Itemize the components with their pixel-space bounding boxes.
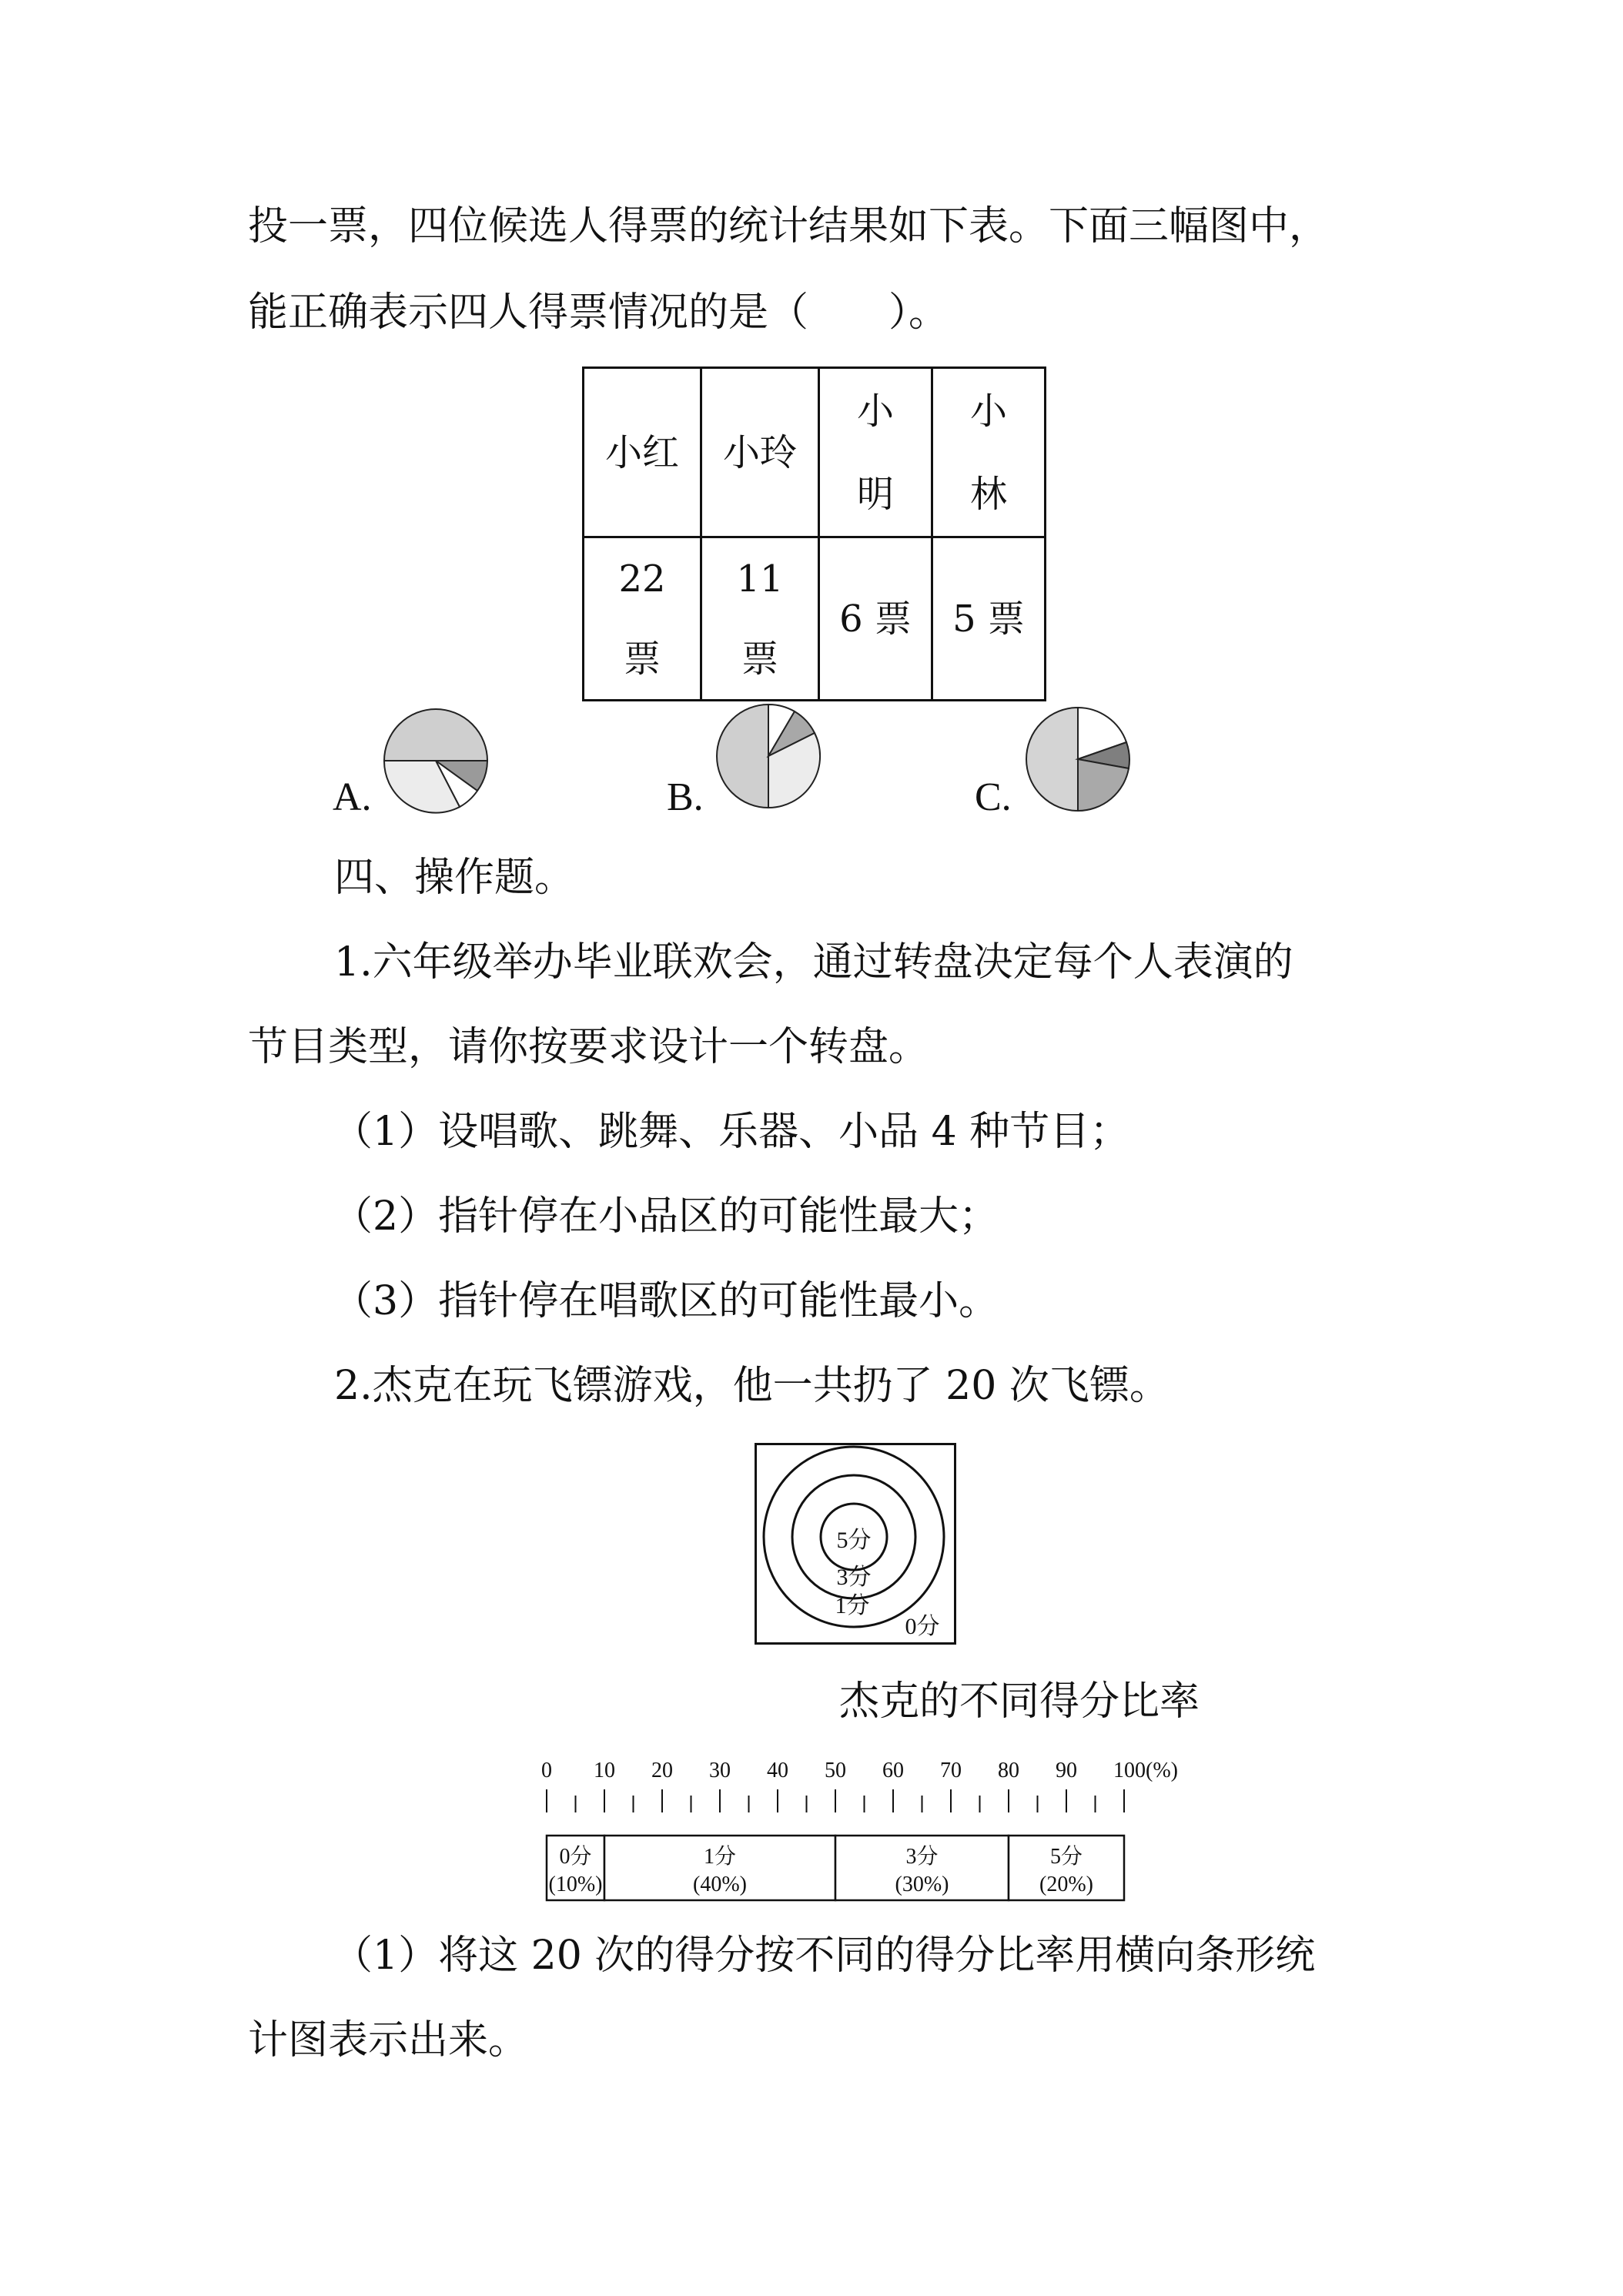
requirement-2: （2）指针停在小品区的可能性最大； xyxy=(333,1193,999,1240)
bar-value-label: (40%) xyxy=(693,1873,747,1896)
pie-c-slice-large xyxy=(1026,708,1078,811)
score-ratio-chart xyxy=(524,1749,1201,1903)
table-header-cell xyxy=(701,368,819,537)
chart-bar xyxy=(547,1836,1124,1900)
pie-chart-b xyxy=(714,702,822,810)
option-c-label: C. xyxy=(975,775,1012,819)
chart-axis xyxy=(541,1759,1178,1812)
candidate-name: 小玲 xyxy=(722,430,797,474)
axis-tick-label: 70 xyxy=(940,1759,962,1782)
axis-tick-label: 50 xyxy=(825,1759,846,1782)
pie-chart-a xyxy=(382,707,490,815)
axis-tick-label: 100(%) xyxy=(1113,1759,1178,1782)
q1-line-1: 1.六年级举办毕业联欢会，通过转盘决定每个人表演的 xyxy=(334,939,1293,986)
pie-c-slice-mid xyxy=(1078,759,1129,811)
table-vote-cell xyxy=(701,537,819,701)
vote-count: 22 票 xyxy=(618,557,666,681)
bar-category-label: 1分 xyxy=(703,1845,737,1869)
vote-count: 11 票 xyxy=(736,557,784,681)
table-vote-cell xyxy=(584,537,701,701)
table-vote-cell xyxy=(819,537,932,701)
requirement-1: （1）设唱歌、跳舞、乐器、小品 4 种节目； xyxy=(333,1109,1130,1155)
sub1-line-2: 计图表示出来。 xyxy=(248,2017,529,2063)
target-label-3: 3分 xyxy=(836,1565,872,1590)
axis-tick-label: 30 xyxy=(709,1759,731,1782)
axis-tick-label: 10 xyxy=(594,1759,615,1782)
candidate-name: 小 明 xyxy=(856,389,894,516)
axis-tick-label: 20 xyxy=(651,1759,673,1782)
axis-tick-label: 60 xyxy=(882,1759,904,1782)
axis-tick-label: 90 xyxy=(1056,1759,1077,1782)
table-header-cell xyxy=(584,368,701,537)
table-header-cell xyxy=(932,368,1046,537)
table-vote-cell xyxy=(932,537,1046,701)
question-line-2: 能正确表示四人得票情况的是（ ）。 xyxy=(248,290,949,336)
pie-a-slice-large xyxy=(384,709,487,761)
vote-table xyxy=(582,366,1046,701)
vote-count: 5 票 xyxy=(952,597,1025,641)
candidate-name: 小红 xyxy=(604,430,679,474)
pie-chart-c xyxy=(1024,705,1132,813)
candidate-name: 小 林 xyxy=(969,389,1007,516)
vote-count: 6 票 xyxy=(839,597,912,641)
option-b-label: B. xyxy=(667,775,704,819)
sub1-line-1: （1）将这 20 次的得分按不同的得分比率用横向条形统 xyxy=(333,1933,1316,1979)
bar-value-label: (20%) xyxy=(1039,1873,1093,1896)
bar-category-label: 3分 xyxy=(905,1845,939,1869)
axis-tick-label: 0 xyxy=(541,1759,552,1782)
section-heading: 四、操作题。 xyxy=(334,855,575,901)
q1-line-2: 节目类型，请你按要求设计一个转盘。 xyxy=(248,1024,929,1070)
bar-value-label: (10%) xyxy=(548,1873,603,1896)
axis-tick-label: 80 xyxy=(998,1759,1019,1782)
bar-category-label: 5分 xyxy=(1049,1845,1083,1869)
target-label-5: 5分 xyxy=(836,1528,872,1553)
target-label-0: 0分 xyxy=(905,1614,940,1639)
option-a-label: A. xyxy=(333,775,372,819)
chart-title: 杰克的不同得分比率 xyxy=(839,1678,1200,1725)
target-label-1: 1分 xyxy=(835,1593,870,1618)
question-line-1: 投一票，四位候选人得票的统计结果如下表。下面三幅图中， xyxy=(248,203,1330,249)
table-header-cell xyxy=(819,368,932,537)
axis-tick-label: 40 xyxy=(767,1759,788,1782)
requirement-3: （3）指针停在唱歌区的可能性最小。 xyxy=(333,1278,999,1324)
dartboard-diagram xyxy=(755,1443,956,1645)
q2-line: 2.杰克在玩飞镖游戏，他一共扔了 20 次飞镖。 xyxy=(334,1363,1170,1409)
bar-value-label: (30%) xyxy=(895,1873,949,1896)
bar-category-label: 0分 xyxy=(559,1845,592,1869)
pie-b-slice-large xyxy=(717,705,768,808)
